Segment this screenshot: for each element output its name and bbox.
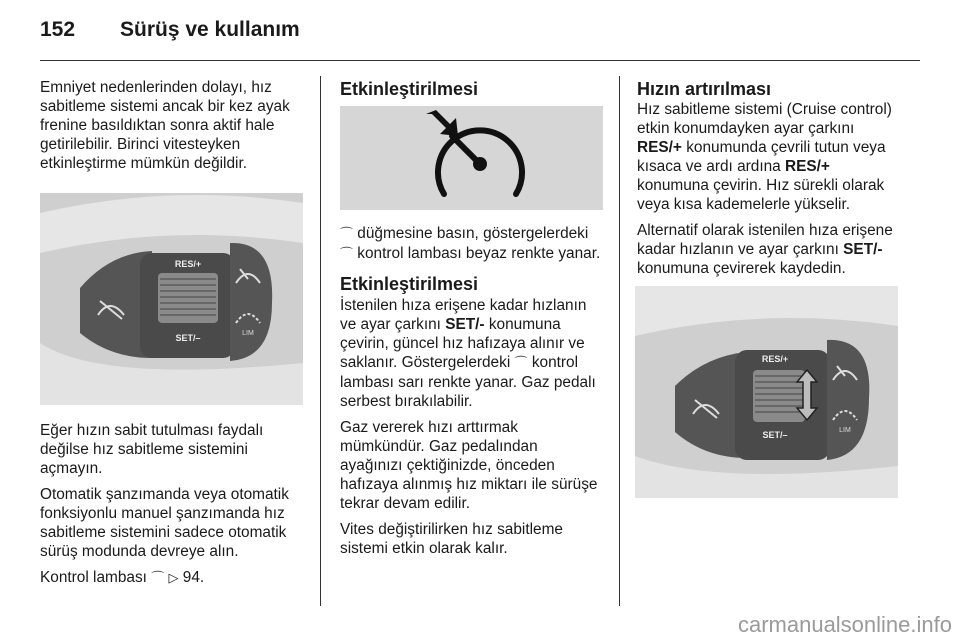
thumbwheel-adjust-figure <box>635 286 898 498</box>
column-1 <box>40 78 304 595</box>
paragraph: Otomatik şanzımanda veya otomatik fonksiyonlu manuel şanzımanda hız sabitleme sistemini sadece otomatik sürüş modunda devreye alın. <box>40 486 289 560</box>
res-plus-term: RES/+ <box>637 139 682 156</box>
set-minus-term: SET/- <box>843 241 883 258</box>
page-reference: 94. <box>182 569 205 586</box>
res-plus-term: RES/+ <box>785 158 830 175</box>
cruise-control-symbol-icon: ⌒ <box>514 356 528 371</box>
paragraph: Eğer hızın sabit tutulması faydalı değilse hız sabitleme sistemini açmayın. <box>40 422 264 477</box>
cruise-control-button-figure <box>340 106 603 210</box>
set-minus-label: SET/– <box>175 333 201 343</box>
set-minus-term: SET/- <box>445 316 485 333</box>
column-2 <box>340 78 604 565</box>
press-arrow-icon <box>426 110 458 136</box>
column-3 <box>637 78 901 498</box>
paragraph-text: kontrol lambası beyaz renkte yanar. <box>357 245 601 262</box>
paragraph: Hız sabitleme sistemi (Cruise control) etkin konumdayken ayar çarkını RES/+ konumunda çevrili tutun veya kısaca ve ardı ardına RES/+ konumuna çevirin. Hız sürekli olarak veya kısa kademelerle yükselir. <box>637 101 892 213</box>
paragraph: Vites değiştirilirken hız sabitleme sistemi etkin olarak kalır. <box>340 521 563 557</box>
page-number: 152 <box>40 18 76 41</box>
paragraph-text: düğmesine basın, göstergelerdeki <box>357 225 589 242</box>
chapter-title: Sürüş ve kullanım <box>120 18 300 41</box>
lim-label: LIM <box>839 427 851 434</box>
column-divider-2 <box>619 76 620 606</box>
paragraph: Alternatif olarak istenilen hıza erişene kadar hızlanın ve ayar çarkını SET/- konumuna çevirerek kaydedin. <box>637 222 893 277</box>
res-plus-label: RES/+ <box>761 354 789 364</box>
section-heading: Hızın artırılması <box>637 79 772 99</box>
paragraph-text: Kontrol lambası <box>40 569 147 586</box>
set-minus-label: SET/– <box>762 430 788 440</box>
section-heading: Etkinleştirilmesi <box>340 274 479 294</box>
cruise-control-symbol-icon: ⌒ <box>151 571 165 586</box>
cruise-control-symbol-icon: ⌒ <box>340 227 354 242</box>
paragraph <box>340 224 604 264</box>
paragraph: Gaz vererek hızı arttırmak mümkündür. Gaz pedalından ayağınızı çektiğinizde, önceden hafızaya alınmış hız miktarı ile sürüşe tekrar devam edilir. <box>340 419 598 512</box>
lim-label: LIM <box>242 330 254 337</box>
column-divider-1 <box>320 76 321 606</box>
page-reference-icon: ▷ <box>168 571 179 586</box>
paragraph <box>40 568 304 588</box>
paragraph: Emniyet nedenlerinden dolayı, hız sabitleme sistemi ancak bir kez ayak frenine basıldıktan sonra aktif hale getirilebilir. Birinci vitesteyken etkinleştirme mümkün değildir. <box>40 79 290 172</box>
res-plus-label: RES/+ <box>174 259 202 269</box>
page-header <box>40 18 920 58</box>
watermark: carmanualsonline.info <box>737 612 952 637</box>
section-heading: Etkinleştirilmesi <box>340 79 479 99</box>
cruise-control-symbol-icon: ⌒ <box>340 247 354 262</box>
header-rule <box>40 60 920 61</box>
paragraph: İstenilen hıza erişene kadar hızlanın ve ayar çarkını SET/- konumuna çevirin, güncel hız hafızaya alınır ve saklanır. Göstergelerdeki ⌒ kontrol lambası sarı renkte yanar. Gaz pedalı serbest bırakılabilir. <box>340 297 596 410</box>
gauge-center-icon <box>473 157 487 171</box>
steering-wheel-controls-figure <box>40 193 303 405</box>
